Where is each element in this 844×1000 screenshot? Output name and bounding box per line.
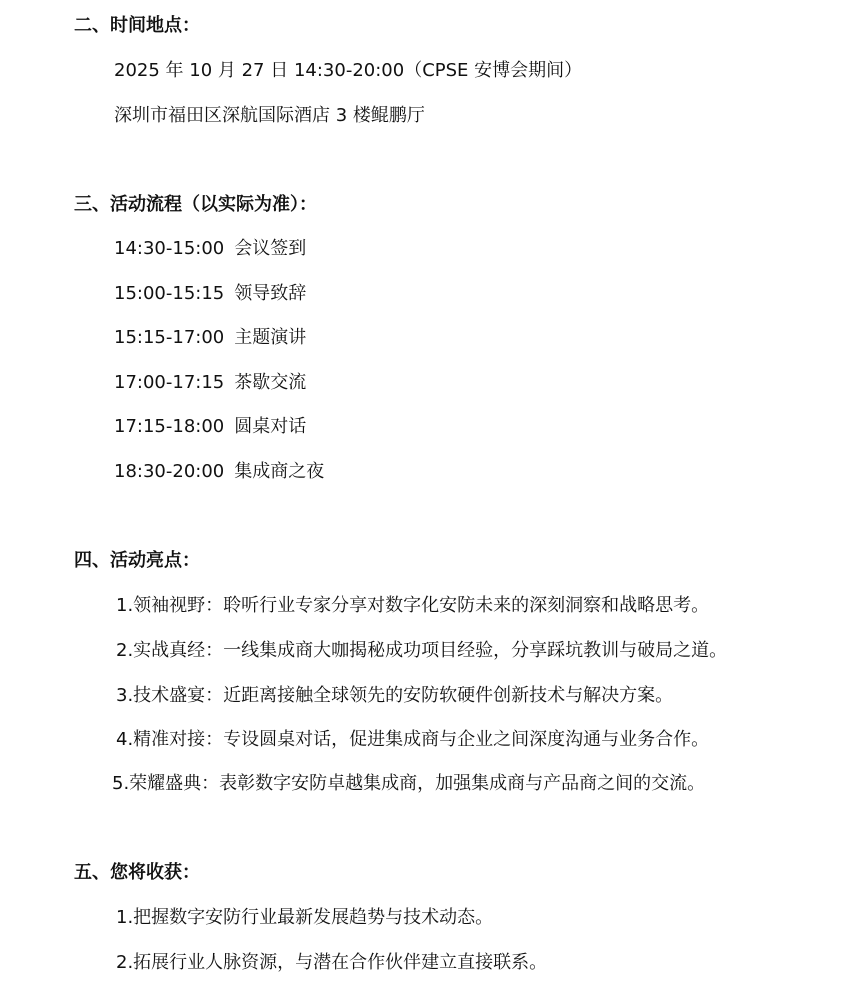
- agenda-activity: 领导致辞: [234, 283, 307, 304]
- agenda-time: 17:00-17:15: [114, 372, 225, 393]
- agenda-activity: 茶歇交流: [234, 372, 307, 393]
- benefit-item: 2.拓展行业人脉资源，与潜在合作伙伴建立直接联系。: [116, 952, 548, 973]
- section-heading-agenda: 三、活动流程（以实际为准）：: [74, 194, 317, 215]
- agenda-time: 17:15-18:00: [114, 416, 225, 437]
- agenda-item: [114, 326, 306, 350]
- section-heading-time-location: 二、时间地点：: [74, 15, 200, 36]
- highlight-item: 1.领袖视野：聆听行业专家分享对数字化安防未来的深刻洞察和战略思考。: [116, 595, 710, 616]
- agenda-item: [114, 371, 306, 395]
- agenda-activity: 会议签到: [234, 238, 307, 259]
- agenda-item: [114, 237, 306, 261]
- agenda-activity: 主题演讲: [234, 327, 307, 348]
- highlight-item: 3.技术盛宴：近距离接触全球领先的安防软硬件创新技术与解决方案。: [116, 685, 674, 706]
- agenda-item: [114, 282, 306, 306]
- highlight-item: 5.荣耀盛典：表彰数字安防卓越集成商，加强集成商与产品商之间的交流。: [112, 773, 706, 794]
- event-venue-line: 深圳市福田区深航国际酒店 3 楼鲲鹏厅: [114, 105, 425, 126]
- highlight-item: 2.实战真经：一线集成商大咖揭秘成功项目经验，分享踩坑教训与破局之道。: [116, 640, 728, 661]
- agenda-time: 14:30-15:00: [114, 238, 225, 259]
- agenda-item: [114, 460, 324, 484]
- agenda-activity: 集成商之夜: [234, 461, 325, 482]
- section-heading-highlights: 四、活动亮点：: [74, 550, 200, 571]
- benefit-item: 1.把握数字安防行业最新发展趋势与技术动态。: [116, 907, 494, 928]
- agenda-time: 15:15-17:00: [114, 327, 225, 348]
- highlight-item: 4.精准对接：专设圆桌对话，促进集成商与企业之间深度沟通与业务合作。: [116, 729, 710, 750]
- agenda-activity: 圆桌对话: [234, 416, 307, 437]
- agenda-time: 15:00-15:15: [114, 283, 225, 304]
- section-heading-benefits: 五、您将收获：: [74, 862, 200, 883]
- agenda-time: 18:30-20:00: [114, 461, 225, 482]
- event-time-line: 2025 年 10 月 27 日 14:30-20:00（CPSE 安博会期间）: [114, 60, 583, 81]
- agenda-item: [114, 415, 306, 439]
